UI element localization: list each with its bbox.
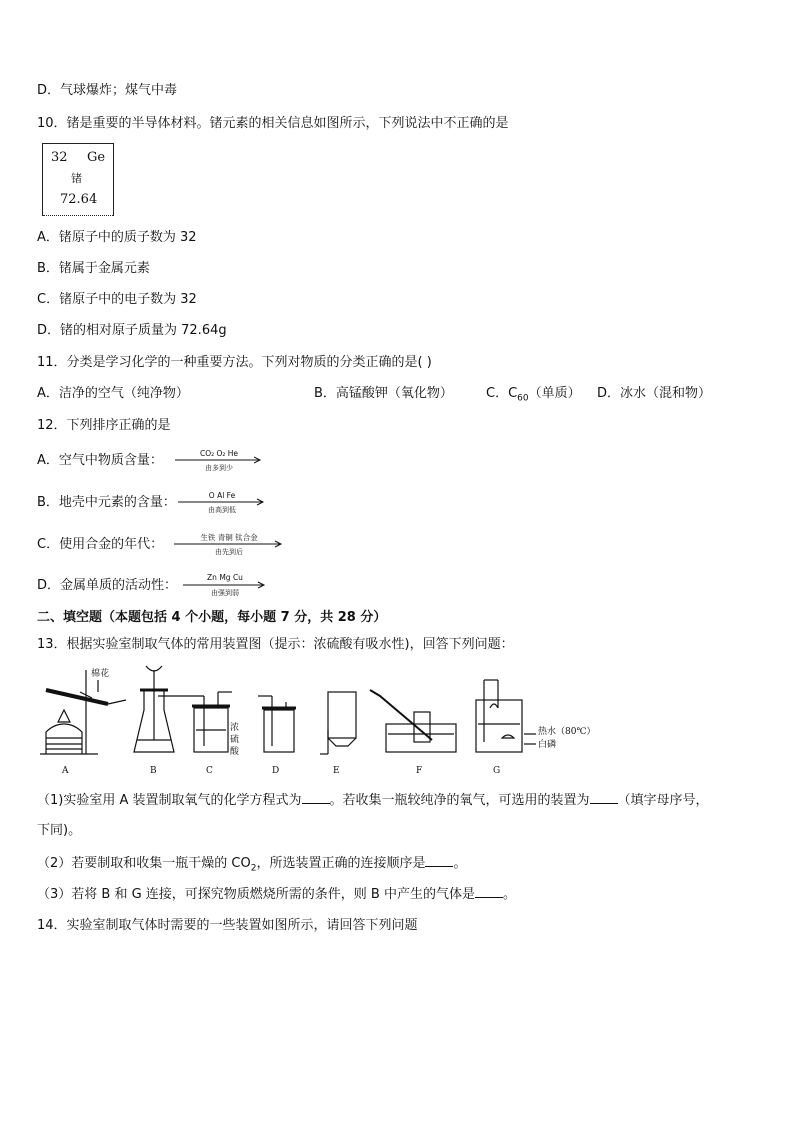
q13-part1	[37, 791, 709, 810]
q12-option-a-label: A．空气中物质含量：	[37, 453, 163, 468]
q12-option-c-label: C．使用合金的年代：	[37, 537, 164, 552]
cotton-label: 棉花	[91, 669, 110, 679]
q12-option-d-bottom: 由强到弱	[211, 589, 239, 597]
q13-part1-cont: 下同)。	[37, 823, 82, 838]
q11-option-d: D．冰水（混和物）	[597, 386, 712, 401]
answer-blank-4[interactable]	[475, 885, 503, 898]
q11-option-c-subscript: 60	[517, 393, 529, 404]
q13-part1-text-a: （1)实验室用 A 装置制取氧气的化学方程式为	[37, 793, 302, 808]
q13-part1-text-b: 。若收集一瓶较纯净的氧气，可选用的装置为	[329, 793, 590, 808]
acid-label-char-2: 硫	[230, 735, 240, 745]
element-name: 锗	[71, 172, 82, 185]
apparatus-label-g: G	[493, 766, 501, 776]
section-heading: 二、填空题（本题包括 4 个小题，每小题 7 分，共 28 分）	[37, 610, 387, 625]
q11-stem: 11．分类是学习化学的一种重要方法。下列对物质的分类正确的是( )	[37, 355, 432, 370]
acid-label-char-1: 浓	[230, 723, 240, 733]
q12-option-b-bottom: 由高到低	[208, 506, 236, 514]
q11-option-c-label: C．C	[486, 386, 518, 401]
q12-option-a-bottom: 由多到少	[205, 464, 233, 472]
q12-option-d-top: Zn Mg Cu	[207, 573, 243, 582]
element-card-germanium	[42, 143, 114, 216]
q13-part1-text-c: （填字母序号，	[617, 793, 709, 808]
q13-part3-text-a: （3）若将 B 和 G 连接，可探究物质燃烧所需的条件，则 B 中产生的气体是	[37, 887, 475, 902]
q13-part3-text-b: 。	[502, 887, 516, 902]
q10-stem: 10．锗是重要的半导体材料。锗元素的相关信息如图所示，下列说法中不正确的是	[37, 116, 509, 131]
q11-option-a: A．洁净的空气（纯净物）	[37, 386, 189, 401]
q13-stem: 13．根据实验室制取气体的常用装置图（提示：浓硫酸有吸水性)，回答下列问题：	[37, 637, 514, 652]
atomic-mass: 72.64	[60, 192, 98, 207]
q12-option-c-bottom: 由先到后	[215, 548, 243, 556]
q13-part2-text-a: （2）若要制取和收集一瓶干燥的 CO	[37, 856, 251, 871]
q12-option-c-top: 生铁 青铜 钛合金	[200, 533, 258, 542]
q12-option-a-top: CO₂ O₂ He	[199, 449, 239, 458]
q13-part2-text-b: ，所选装置正确的连接顺序是	[256, 856, 426, 871]
q13-part2-text-c: 。	[453, 856, 467, 871]
q10-option-d: D．锗的相对原子质量为 72.64g	[37, 323, 227, 338]
apparatus-label-e: E	[333, 766, 340, 776]
answer-blank-2[interactable]	[590, 791, 618, 804]
answer-blank-1[interactable]	[302, 791, 330, 804]
q9-option-d: D．气球爆炸；煤气中毒	[37, 83, 178, 98]
apparatus-label-f: F	[416, 766, 423, 776]
q11-option-b: B．高锰酸钾（氧化物）	[314, 386, 453, 401]
acid-label	[230, 722, 239, 758]
apparatus-label-d: D	[272, 766, 280, 776]
answer-blank-3[interactable]	[425, 854, 453, 867]
q10-option-c: C．锗原子中的电子数为 32	[37, 292, 197, 307]
apparatus-label-c: C	[206, 766, 213, 776]
q13-part2-subscript: 2	[250, 863, 257, 874]
q10-option-b: B．锗属于金属元素	[37, 261, 150, 276]
q11-option-c	[486, 385, 581, 408]
apparatus-label-b: B	[150, 766, 157, 776]
white-phosphorus-label: 白磷	[538, 740, 557, 750]
q12-option-b-top: O Al Fe	[208, 491, 236, 500]
atomic-number: 32	[51, 150, 68, 165]
q13-part3	[37, 885, 516, 904]
hot-water-label: 热水（80℃）	[538, 727, 596, 737]
lab-apparatus-diagram	[36, 662, 596, 762]
q13-part2	[37, 854, 466, 878]
q12-option-b-label: B．地壳中元素的含量：	[37, 495, 176, 510]
element-symbol: Ge	[87, 150, 106, 165]
q12-option-d-label: D．金属单质的活动性：	[37, 578, 178, 593]
q12-stem: 12．下列排序正确的是	[37, 418, 171, 433]
q10-option-a: A．锗原子中的质子数为 32	[37, 230, 197, 245]
q11-option-c-note: （单质）	[528, 386, 581, 401]
apparatus-label-a: A	[62, 766, 69, 776]
q14-stem: 14．实验室制取气体时需要的一些装置如图所示，请回答下列问题	[37, 918, 418, 933]
acid-label-char-3: 酸	[230, 747, 240, 757]
